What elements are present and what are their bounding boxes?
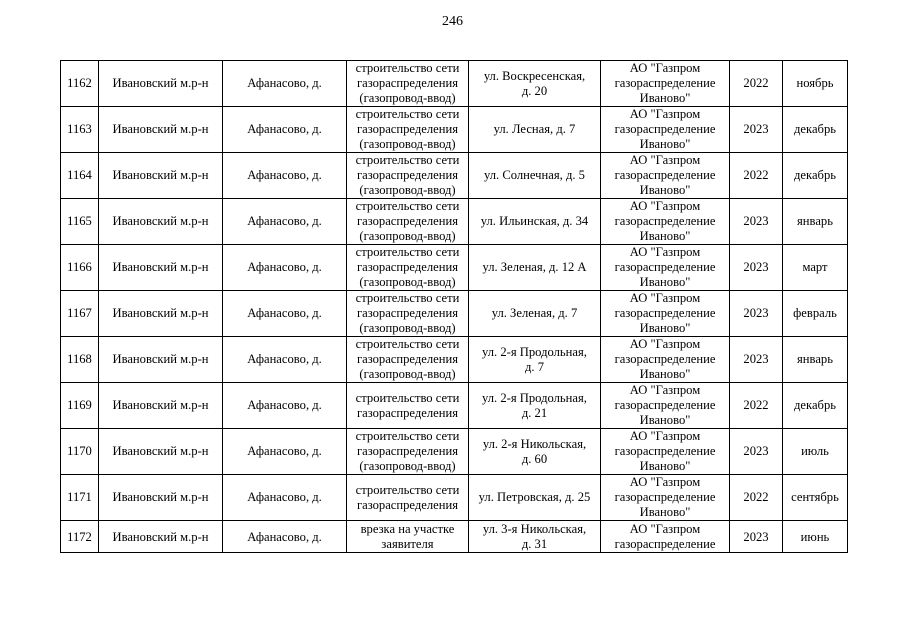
address-cell-line: ул. Ильинская, д. 34 [480, 214, 589, 228]
year-cell: 2023 [730, 245, 783, 291]
work-type-cell-line: (газопровод-ввод) [359, 275, 456, 289]
work-type-cell-line: газораспределения [356, 168, 459, 182]
operator-cell-line: АО "Газпром [629, 199, 701, 213]
work-type-cell-line: газораспределения [356, 122, 459, 136]
work-type-cell-line: строительство сети [355, 61, 460, 75]
work-type-cell-line: строительство сети [355, 107, 460, 121]
month-cell: февраль [783, 291, 848, 337]
operator-cell-line: АО "Газпром [629, 107, 701, 121]
table-row [61, 475, 848, 521]
year-cell: 2022 [730, 475, 783, 521]
operator-cell-line: газораспределение [614, 444, 716, 458]
work-type-cell [347, 291, 469, 337]
operator-cell [601, 337, 730, 383]
work-type-cell [347, 521, 469, 553]
year-cell: 2023 [730, 521, 783, 553]
address-cell [469, 107, 601, 153]
operator-cell [601, 291, 730, 337]
operator-cell-line: АО "Газпром [629, 245, 701, 259]
locality-cell: Афанасово, д. [223, 61, 347, 107]
work-type-cell-line: (газопровод-ввод) [359, 137, 456, 151]
locality-cell: Афанасово, д. [223, 383, 347, 429]
operator-cell-line: газораспределение [614, 122, 716, 136]
locality-cell: Афанасово, д. [223, 337, 347, 383]
operator-cell-line: Иваново" [639, 275, 691, 289]
work-type-cell-line: строительство сети [355, 390, 460, 405]
work-type-cell-line: газораспределения [356, 444, 459, 458]
work-type-cell-line: (газопровод-ввод) [359, 459, 456, 473]
district-cell: Ивановский м.р-н [99, 521, 223, 553]
operator-cell-line: Иваново" [639, 321, 691, 335]
year-cell: 2023 [730, 107, 783, 153]
work-type-cell-line: газораспределения [356, 306, 459, 320]
year-cell: 2022 [730, 61, 783, 107]
locality-cell: Афанасово, д. [223, 475, 347, 521]
operator-cell-line: газораспределение [614, 490, 716, 504]
address-cell [469, 429, 601, 475]
address-cell-line: ул. Солнечная, д. 5 [484, 168, 585, 182]
table-row [61, 153, 848, 199]
year-cell: 2023 [730, 291, 783, 337]
work-type-cell-line: строительство сети [355, 482, 460, 497]
work-type-cell-line: газораспределения [356, 352, 459, 366]
work-type-cell-line: газораспределения [356, 76, 459, 90]
operator-cell-line: Иваново" [639, 459, 691, 473]
operator-cell [601, 199, 730, 245]
work-type-cell-line: газораспределения [356, 214, 459, 228]
month-cell: январь [783, 337, 848, 383]
work-type-cell [347, 337, 469, 383]
address-cell-line: д. 7 [524, 359, 544, 374]
address-cell [469, 475, 601, 521]
operator-cell [601, 475, 730, 521]
district-cell: Ивановский м.р-н [99, 429, 223, 475]
table-row [61, 521, 848, 553]
operator-cell-line: Иваново" [639, 229, 691, 243]
address-cell-line: ул. 2-я Продольная, [482, 390, 587, 405]
work-type-cell-line: строительство сети [355, 337, 460, 351]
operator-cell [601, 429, 730, 475]
table-row [61, 291, 848, 337]
work-type-cell-line: строительство сети [355, 199, 460, 213]
work-type-cell [347, 475, 469, 521]
month-cell: июль [783, 429, 848, 475]
district-cell: Ивановский м.р-н [99, 153, 223, 199]
table-row [61, 383, 848, 429]
operator-cell-line: Иваново" [639, 183, 691, 197]
operator-cell-line: газораспределение [614, 537, 716, 551]
district-cell: Ивановский м.р-н [99, 61, 223, 107]
operator-cell-line: АО "Газпром [629, 522, 701, 536]
operator-cell [601, 383, 730, 429]
operator-cell-line: Иваново" [639, 367, 691, 381]
year-cell: 2023 [730, 199, 783, 245]
table-row [61, 337, 848, 383]
month-cell: декабрь [783, 153, 848, 199]
work-type-cell-line: строительство сети [355, 153, 460, 167]
operator-cell-line: АО "Газпром [629, 291, 701, 305]
work-type-cell-line: газораспределения [356, 260, 459, 274]
work-type-cell-line: (газопровод-ввод) [359, 367, 456, 381]
address-cell [469, 337, 601, 383]
table-row [61, 245, 848, 291]
work-type-cell [347, 61, 469, 107]
district-cell: Ивановский м.р-н [99, 199, 223, 245]
locality-cell: Афанасово, д. [223, 245, 347, 291]
operator-cell-line: Иваново" [639, 413, 691, 427]
row-number-cell: 1170 [61, 429, 99, 475]
work-type-cell-line: (газопровод-ввод) [359, 183, 456, 197]
address-cell-line: д. 31 [521, 537, 548, 551]
operator-cell-line: АО "Газпром [629, 475, 701, 489]
table-body [61, 61, 848, 553]
row-number-cell: 1163 [61, 107, 99, 153]
work-type-cell [347, 383, 469, 429]
month-cell: июнь [783, 521, 848, 553]
district-cell: Ивановский м.р-н [99, 475, 223, 521]
work-type-cell-line: (газопровод-ввод) [359, 321, 456, 335]
address-cell [469, 383, 601, 429]
operator-cell-line: Иваново" [639, 91, 691, 105]
operator-cell-line: АО "Газпром [629, 429, 701, 443]
row-number-cell: 1166 [61, 245, 99, 291]
operator-cell-line: газораспределение [614, 352, 716, 366]
address-cell [469, 291, 601, 337]
row-number-cell: 1164 [61, 153, 99, 199]
operator-cell-line: Иваново" [639, 505, 691, 519]
gas-connection-table [60, 60, 848, 553]
row-number-cell: 1162 [61, 61, 99, 107]
district-cell: Ивановский м.р-н [99, 245, 223, 291]
address-cell-line: ул. 2-я Продольная, [482, 344, 587, 359]
operator-cell [601, 61, 730, 107]
work-type-cell [347, 153, 469, 199]
work-type-cell [347, 429, 469, 475]
address-cell-line: ул. 2-я Никольская, [482, 436, 587, 451]
month-cell: январь [783, 199, 848, 245]
locality-cell: Афанасово, д. [223, 521, 347, 553]
work-type-cell [347, 245, 469, 291]
work-type-cell-line: газораспределения [356, 497, 459, 512]
locality-cell: Афанасово, д. [223, 199, 347, 245]
work-type-cell-line: строительство сети [355, 245, 460, 259]
work-type-cell [347, 107, 469, 153]
work-type-cell-line: (газопровод-ввод) [359, 91, 456, 105]
row-number-cell: 1165 [61, 199, 99, 245]
table-row [61, 107, 848, 153]
district-cell: Ивановский м.р-н [99, 107, 223, 153]
district-cell: Ивановский м.р-н [99, 383, 223, 429]
address-cell-line: ул. Воскресенская, [483, 68, 586, 83]
address-cell [469, 153, 601, 199]
address-cell-line: ул. 3-я Никольская, [482, 522, 587, 536]
year-cell: 2022 [730, 153, 783, 199]
operator-cell-line: АО "Газпром [629, 337, 701, 351]
operator-cell-line: Иваново" [639, 137, 691, 151]
address-cell-line: д. 20 [521, 83, 548, 98]
work-type-cell-line: строительство сети [355, 429, 460, 443]
month-cell: март [783, 245, 848, 291]
operator-cell [601, 153, 730, 199]
operator-cell-line: газораспределение [614, 260, 716, 274]
address-cell-line: ул. Петровская, д. 25 [478, 490, 591, 504]
address-cell-line: ул. Зеленая, д. 12 А [482, 260, 587, 274]
month-cell: сентябрь [783, 475, 848, 521]
row-number-cell: 1169 [61, 383, 99, 429]
work-type-cell-line: врезка на участке [360, 522, 455, 536]
month-cell: декабрь [783, 383, 848, 429]
row-number-cell: 1171 [61, 475, 99, 521]
table-row [61, 199, 848, 245]
district-cell: Ивановский м.р-н [99, 337, 223, 383]
work-type-cell-line: газораспределения [356, 405, 459, 420]
year-cell: 2022 [730, 383, 783, 429]
work-type-cell [347, 199, 469, 245]
address-cell-line: д. 21 [521, 405, 548, 420]
district-cell: Ивановский м.р-н [99, 291, 223, 337]
operator-cell [601, 107, 730, 153]
operator-cell [601, 245, 730, 291]
year-cell: 2023 [730, 429, 783, 475]
address-cell-line: д. 60 [521, 451, 548, 466]
work-type-cell-line: (газопровод-ввод) [359, 229, 456, 243]
table-row [61, 61, 848, 107]
operator-cell-line: газораспределение [614, 214, 716, 228]
work-type-cell-line: заявителя [381, 537, 434, 551]
locality-cell: Афанасово, д. [223, 291, 347, 337]
address-cell [469, 521, 601, 553]
locality-cell: Афанасово, д. [223, 429, 347, 475]
operator-cell-line: газораспределение [614, 306, 716, 320]
table-row [61, 429, 848, 475]
address-cell-line: ул. Зеленая, д. 7 [491, 306, 578, 320]
address-cell-line: ул. Лесная, д. 7 [493, 122, 576, 136]
page-number: 246 [442, 14, 463, 29]
operator-cell-line: АО "Газпром [629, 61, 701, 75]
operator-cell-line: газораспределение [614, 398, 716, 412]
month-cell: декабрь [783, 107, 848, 153]
locality-cell: Афанасово, д. [223, 153, 347, 199]
address-cell [469, 199, 601, 245]
row-number-cell: 1172 [61, 521, 99, 553]
row-number-cell: 1167 [61, 291, 99, 337]
month-cell: ноябрь [783, 61, 848, 107]
year-cell: 2023 [730, 337, 783, 383]
operator-cell-line: АО "Газпром [629, 153, 701, 167]
locality-cell: Афанасово, д. [223, 107, 347, 153]
row-number-cell: 1168 [61, 337, 99, 383]
operator-cell-line: АО "Газпром [629, 383, 701, 397]
address-cell [469, 61, 601, 107]
operator-cell-line: газораспределение [614, 76, 716, 90]
operator-cell-line: газораспределение [614, 168, 716, 182]
address-cell [469, 245, 601, 291]
operator-cell [601, 521, 730, 553]
work-type-cell-line: строительство сети [355, 291, 460, 305]
